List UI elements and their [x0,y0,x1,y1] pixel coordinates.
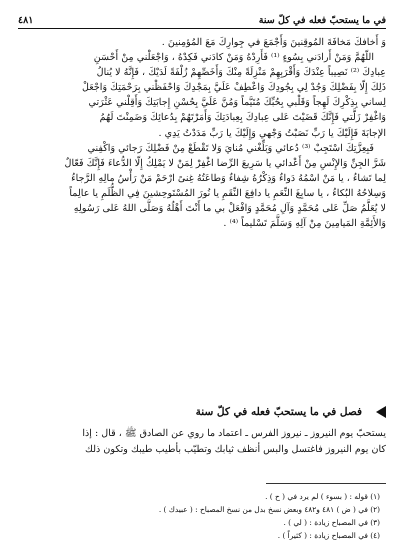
text-line: يستحبّ يوم النيروز ـ نيروز الفرس ـ اعتماد ما روي عن الصادق ﷺ ، قال : إذا [82,428,386,439]
section-arrow-icon [376,406,386,418]
text-line: عِبادِكَ ⁽²⁾ نَصِيباً عِنْدَكَ وَأَقْرَبِهِمْ مَنْزِلَةً مِنْكَ وَأَخَصِّهِمْ زُلْفَةً لَدَيْكَ ، فَإِنَّهُ لا يُنالُ [96,67,386,79]
footnotes [18,490,380,542]
footnote: (١) قوله : ( بسوء ) لم يرد في ( ح ) . [265,492,380,501]
header-title: في ما يستحبّ فعله في كلّ سنة [258,15,386,26]
prayer-text [18,35,386,231]
text-line: شَرَّ الجِنِّ وَالإِنْسِ مِنْ أَعْدائي يا سَرِيعَ الرِّضا اغْفِرْ لِمَنْ لا يَمْلِكُ إِلّا الدُّعاءَ فَإِنَّكَ فَعّالٌ [64,157,386,169]
section-text [18,426,386,458]
header-rule [18,28,386,29]
section-heading [18,406,386,418]
section-title-text: فصل في ما يستحبّ فعله في كلّ سنة [195,406,362,418]
text-line: كان يوم النيروز فاغتسل والبس أنظف ثيابك وتطيّب بأطيب طيبك وتكون ذلك [85,444,386,455]
footnote: (٢) في ( ض ) ٤٨١ و٤٨٢ وبعض نسخ بدل من نسخ المصباح : ( عبيدك ) . [158,505,380,514]
text-line: اللّهُمَّ وَمَنْ أَرادَني بِسُوءٍ ⁽¹⁾ فَأَرِدْهُ وَمَنْ كادَني فَكِدْهُ ، وَاجْعَلْني مِنْ أَحْسَنِ [93,52,374,64]
text-line: الإجابَةَ فَإِلَيْكَ يا رَبِّ نَصَبْتُ وَجْهي وَإِلَيْكَ يا رَبِّ مَدَدْتُ يَدِي . [158,127,386,139]
text-line: ذَلِكَ إِلّا بِفَضْلِكَ وَجُدْ لِي بِجُودِكَ وَاعْطِفْ عَلَيَّ بِمَجْدِكَ وَاحْفَظْني بِرَحْمَتِكَ وَاجْعَلْ [81,82,386,94]
text-line: لا يُعَلَّمُ صَلِّ عَلى مُحَمَّدٍ وَآلِ مُحَمَّدٍ وَافْعَلْ بي ما أَنْتَ أَهْلُهُ وَصَلَّى اللهُ عَلى رَسُولِهِ [73,203,386,215]
text-line: لِساني بِذِكْرِكَ لَهِجاً وَقَلْبي بِحُبِّكَ مُتَيَّماً وَمُنَّ عَلَيَّ بِحُسْنِ إِجابَتِكَ وَأَقِلْني عَثْرَتي [88,97,386,109]
text-line: لِما تَشاءُ ، يا مَنْ اسْمُهُ دَواءٌ وَذِكْرُهُ شِفاءٌ وَطاعَتُهُ غِنىً ارْحَمْ مَنْ رَأْسُ مالِهِ الرَّجاءُ [71,172,386,184]
running-header [18,8,386,26]
page-number: ٤٨١ [18,15,34,26]
text-line: فَبِعِزَّتِكَ اسْتَجِبْ ⁽³⁾ دُعائي وَبَلِّغْني مُنايَ وَلا تَقْطَعْ مِنْ فَضْلِكَ رَجائي وَاكْفِني [87,142,374,154]
footnote: (٣) في المصباح زيادة : ( لي ) . [283,518,380,527]
footnote-rule [266,483,386,484]
text-line: وَاغْفِرْ زَلَّتي فَإِنَّكَ قَضَيْتَ عَلى عِبادِكَ بِعِبادَتِكَ وَأَمَرْتَهُمْ بِدُعائِكَ وَضَمِنْتَ لَهُمُ [99,112,386,124]
text-line: وَالأَئِمَّةِ المَيامِينَ مِنْ آلِهِ وَسَلَّمَ تَسْليماً ⁽⁴⁾ . [223,218,386,230]
text-line: وَ أَخافكَ مَخافَةَ المُوقِنينَ وَأَجْمَعَ في جِوارِكَ مَعَ المُؤمِنينَ . [161,37,386,48]
text-line: وَسِلاحُهُ البُكاءُ ، يا سابِغَ النِّعَمِ يا دافِعَ النِّقَمِ يا نُورَ المُسْتَوحِشينَ فِي الظُّلَمِ يا عالِماً [69,187,386,199]
footnote: (٤) في المصباح زيادة : ( كثيراً ) . [277,531,380,540]
